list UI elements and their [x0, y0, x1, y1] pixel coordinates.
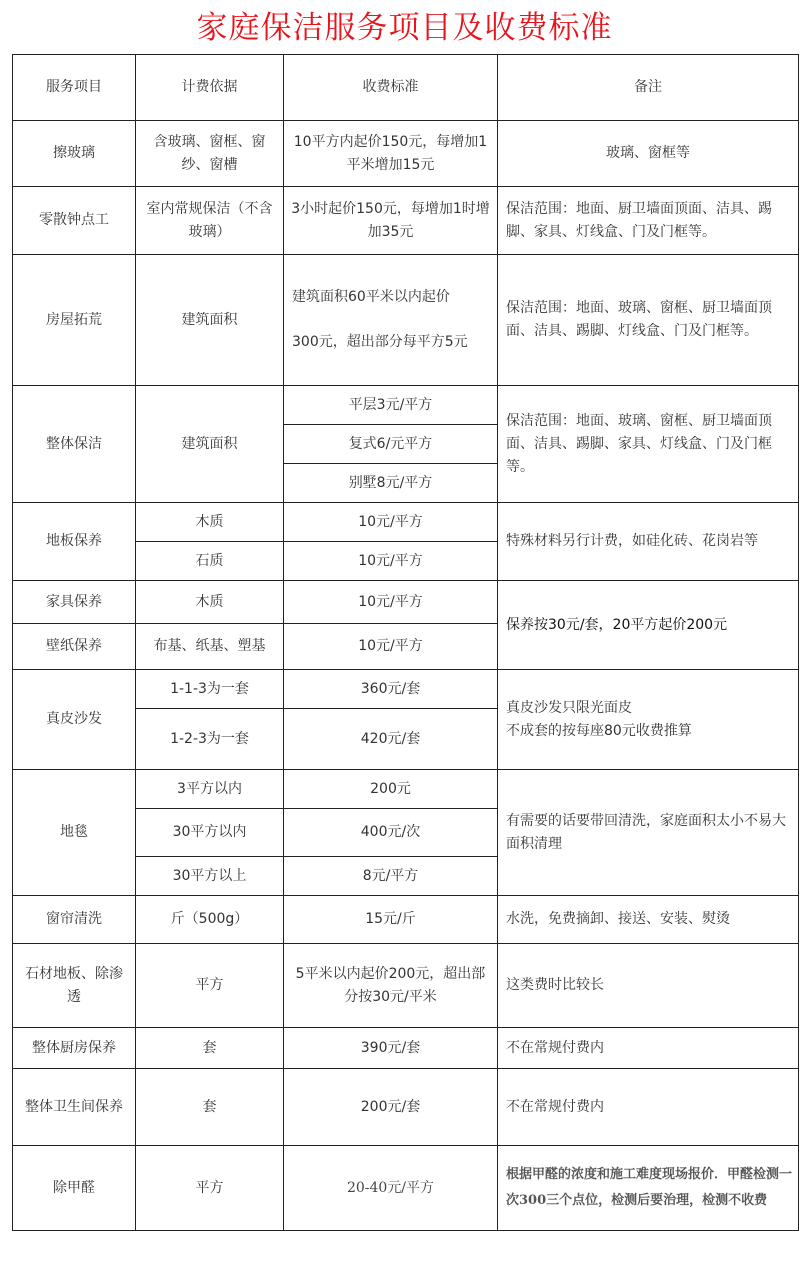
remark: [498, 670, 799, 770]
remark-line: 不成套的按每座80元收费推算: [506, 722, 692, 739]
header-billing-basis: 计费依据: [136, 55, 284, 121]
price: 5平米以内起价200元，超出部分按30元/平米: [284, 944, 498, 1028]
price: 复式6/元平方: [284, 425, 498, 464]
billing-basis: 室内常规保洁（不含玻璃）: [136, 187, 284, 255]
table-row: [13, 386, 799, 425]
billing-basis: 建筑面积: [136, 386, 284, 503]
service-item: 石材地板、除渗透: [13, 944, 136, 1028]
service-item: 真皮沙发: [13, 670, 136, 770]
price: 15元/斤: [284, 896, 498, 944]
price: 平层3元/平方: [284, 386, 498, 425]
service-item: 整体厨房保养: [13, 1028, 136, 1069]
table-row: [13, 581, 799, 624]
remark: 水洗，免费摘卸、接送、安装、熨烫: [498, 896, 799, 944]
table-row: [13, 1069, 799, 1146]
remark: 这类费时比较长: [498, 944, 799, 1028]
service-item: 壁纸保养: [13, 624, 136, 670]
price: 8元/平方: [284, 857, 498, 896]
service-item: 房屋拓荒: [13, 255, 136, 386]
remark: 不在常规付费内: [498, 1069, 799, 1146]
price: 别墅8元/平方: [284, 464, 498, 503]
price: 200元/套: [284, 1069, 498, 1146]
price: 10元/平方: [284, 542, 498, 581]
remark: 保洁范围：地面、玻璃、窗框、厨卫墙面顶面、洁具、踢脚、灯线盒、门及门框等。: [498, 255, 799, 386]
table-row: [13, 1146, 799, 1231]
table-header-row: [13, 55, 799, 121]
header-service-item: 服务项目: [13, 55, 136, 121]
service-item: 地板保养: [13, 503, 136, 581]
remark: 不在常规付费内: [498, 1028, 799, 1069]
table-row: [13, 121, 799, 187]
service-item: 整体卫生间保养: [13, 1069, 136, 1146]
service-item: 窗帘清洗: [13, 896, 136, 944]
service-item: 家具保养: [13, 581, 136, 624]
header-remarks: 备注: [498, 55, 799, 121]
billing-basis: 木质: [136, 503, 284, 542]
page-title: 家庭保洁服务项目及收费标准: [196, 10, 613, 46]
remark: 特殊材料另行计费，如硅化砖、花岗岩等: [498, 503, 799, 581]
billing-basis: 套: [136, 1028, 284, 1069]
billing-basis: 平方: [136, 1146, 284, 1231]
billing-basis: 含玻璃、窗框、窗纱、窗槽: [136, 121, 284, 187]
table-row: [13, 944, 799, 1028]
billing-basis: 建筑面积: [136, 255, 284, 386]
billing-basis: 30平方以内: [136, 809, 284, 857]
billing-basis: 30平方以上: [136, 857, 284, 896]
price: 390元/套: [284, 1028, 498, 1069]
table-row: [13, 187, 799, 255]
table-row: [13, 770, 799, 809]
table-row: [13, 896, 799, 944]
remark: 保养按30元/套，20平方起价200元: [498, 581, 799, 670]
table-row: [13, 670, 799, 709]
service-item: 除甲醛: [13, 1146, 136, 1231]
price-line: 300元，超出部分每平方5元: [292, 334, 468, 350]
price: 200元: [284, 770, 498, 809]
remark: 有需要的话要带回清洗，家庭面积太小不易大面积清理: [498, 770, 799, 896]
billing-basis: 套: [136, 1069, 284, 1146]
billing-basis: 1-1-3为一套: [136, 670, 284, 709]
price: 10元/平方: [284, 503, 498, 542]
service-item: 整体保洁: [13, 386, 136, 503]
billing-basis: 木质: [136, 581, 284, 624]
billing-basis: 斤（500g）: [136, 896, 284, 944]
billing-basis: 石质: [136, 542, 284, 581]
price-table: [12, 54, 799, 1231]
remark: 根据甲醛的浓度和施工难度现场报价．甲醛检测一次300三个点位，检测后要治理，检测不收费: [498, 1146, 799, 1231]
table-row: [13, 1028, 799, 1069]
price: 400元/次: [284, 809, 498, 857]
billing-basis: 3平方以内: [136, 770, 284, 809]
service-item: 擦玻璃: [13, 121, 136, 187]
billing-basis: 1-2-3为一套: [136, 709, 284, 770]
table-row: [13, 255, 799, 386]
service-item: 零散钟点工: [13, 187, 136, 255]
price: 20-40元/平方: [284, 1146, 498, 1231]
remark: 玻璃、窗框等: [498, 121, 799, 187]
service-item: 地毯: [13, 770, 136, 896]
billing-basis: 布基、纸基、塑基: [136, 624, 284, 670]
billing-basis: 平方: [136, 944, 284, 1028]
price: 10平方内起价150元，每增加1平米增加15元: [284, 121, 498, 187]
price: 360元/套: [284, 670, 498, 709]
price: [284, 255, 498, 386]
price-line: 建筑面积60平米以内起价: [292, 289, 450, 305]
price: 420元/套: [284, 709, 498, 770]
table-row: [13, 503, 799, 542]
remark-line: 真皮沙发只限光面皮: [506, 699, 632, 716]
remark: 保洁范围：地面、厨卫墙面顶面、洁具、踢脚、家具、灯线盒、门及门框等。: [498, 187, 799, 255]
header-price-standard: 收费标准: [284, 55, 498, 121]
price: 10元/平方: [284, 624, 498, 670]
price: 10元/平方: [284, 581, 498, 624]
remark: 保洁范围：地面、玻璃、窗框、厨卫墙面顶面、洁具、踢脚、家具、灯线盒、门及门框等。: [498, 386, 799, 503]
price: 3小时起价150元，每增加1时增加35元: [284, 187, 498, 255]
